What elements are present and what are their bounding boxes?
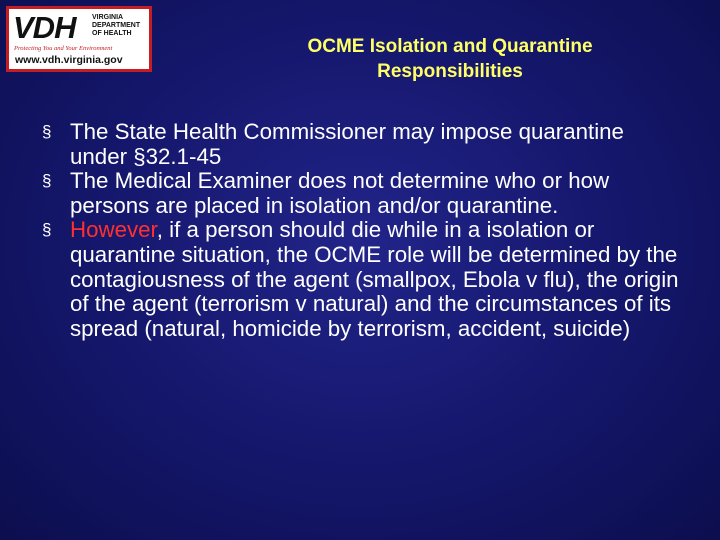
logo-org-line2: DEPARTMENT (92, 22, 141, 29)
bullet-text: The State Health Commissioner may impose quarantine under §32.1-45 (70, 119, 624, 169)
logo-org-line3: OF HEALTH (92, 30, 132, 37)
vdh-logo (6, 6, 152, 72)
bullet-item (42, 120, 682, 169)
bullet-marker-icon: § (42, 220, 52, 240)
bullet-item (42, 169, 682, 218)
bullet-highlight: However (70, 217, 157, 243)
bullet-item (42, 218, 682, 341)
bullet-text: , if a person should die while in a isolation or quarantine situation, the OCME role will be determined by the contagiousness of the agent (smallpox, Ebola v flu), the origin of the agent (terrorism v natural) and the circumstances of its spread (natural, homicide by terrorism, accident, suicide) (70, 217, 679, 341)
slide-title-line2: Responsibilities (377, 61, 523, 82)
slide-title (240, 34, 660, 84)
bullet-marker-icon: § (42, 122, 52, 141)
logo-url: www.vdh.virginia.gov (15, 54, 123, 66)
slide-title-line1: OCME Isolation and Quarantine (307, 36, 593, 57)
bullet-text: The Medical Examiner does not determine who or how persons are placed in isolation and/or quarantine. (70, 168, 610, 218)
bullet-marker-icon: § (42, 171, 52, 191)
bullet-list (42, 120, 682, 341)
logo-tagline: Protecting You and Your Environment (14, 45, 113, 52)
logo-org-line1: VIRGINIA (92, 14, 124, 21)
logo-wordmark: VDH (13, 10, 76, 45)
logo-org-name (92, 14, 150, 38)
